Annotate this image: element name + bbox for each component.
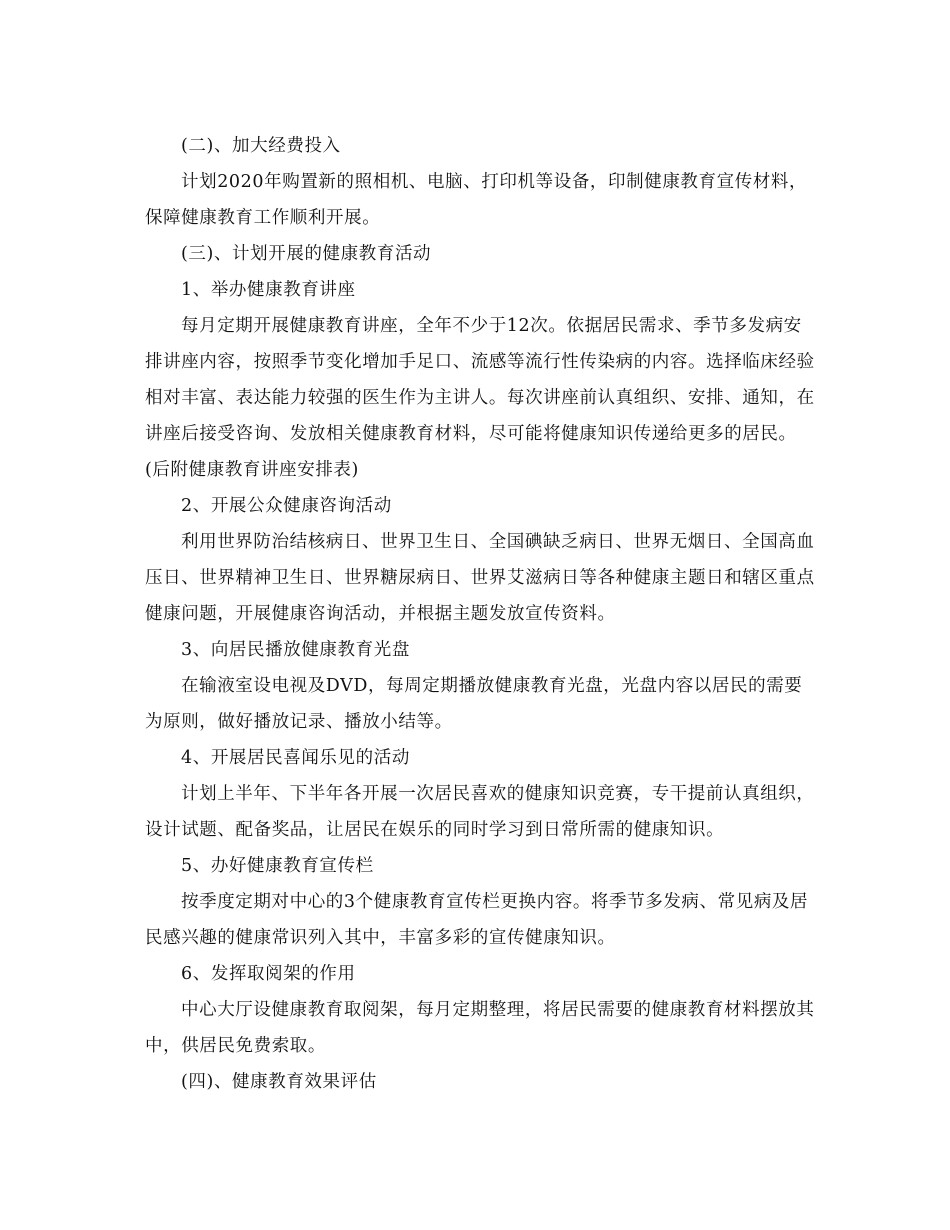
item-heading-events: 4、开展居民喜闻乐见的活动 [181,748,410,768]
item-heading-video: 3、向居民播放健康教育光盘 [181,640,410,660]
paragraph-events: 计划上半年、下半年各开展一次居民喜欢的健康知识竞赛，专干提前认真组织，设计试题、配备奖品，让居民在娱乐的同时学习到日常所需的健康知识。 [145,784,815,840]
section-heading-funding: (二)、加大经费投入 [181,136,341,156]
paragraph-rack: 中心大厅设健康教育取阅架，每月定期整理，将居民需要的健康教育材料摆放其中，供居民免费索取。 [145,1000,815,1056]
item-heading-lectures: 1、举办健康教育讲座 [181,280,356,300]
section-heading-evaluation: (四)、健康教育效果评估 [181,1072,377,1092]
paragraph-bulletin: 按季度定期对中心的3个健康教育宣传栏更换内容。将季节多发病、常见病及居民感兴趣的健康常识列入其中，丰富多彩的宣传健康知识。 [145,892,809,948]
paragraph-consultation: 利用世界防治结核病日、世界卫生日、全国碘缺乏病日、世界无烟日、全国高血压日、世界精神卫生日、世界糖尿病日、世界艾滋病日等各种健康主题日和辖区重点健康问题，开展健康咨询活动，并根据主题发放宣传资料。 [145,532,815,624]
item-heading-rack: 6、发挥取阅架的作用 [181,964,356,984]
paragraph-video: 在输液室设电视及DVD，每周定期播放健康教育光盘，光盘内容以居民的需要为原则，做好播放记录、播放小结等。 [145,676,803,732]
item-heading-bulletin: 5、办好健康教育宣传栏 [181,856,374,876]
paragraph-lectures: 每月定期开展健康教育讲座，全年不少于12次。依据居民需求、季节多发病安排讲座内容，按照季节变化增加手足口、流感等流行性传染病的内容。选择临床经验相对丰富、表达能力较强的医生作为主讲人。每次讲座前认真组织、安排、通知，在讲座后接受咨询、发放相关健康教育材料，尽可能将健康知识传递给更多的居民。(后附健康教育讲座安排表) [145,316,815,480]
item-heading-consultation: 2、开展公众健康咨询活动 [181,496,392,516]
section-heading-activities: (三)、计划开展的健康教育活动 [181,244,432,264]
document-body [145,128,815,1100]
paragraph-funding-plan: 计划2020年购置新的照相机、电脑、打印机等设备，印制健康教育宣传材料，保障健康教育工作顺利开展。 [145,172,808,228]
